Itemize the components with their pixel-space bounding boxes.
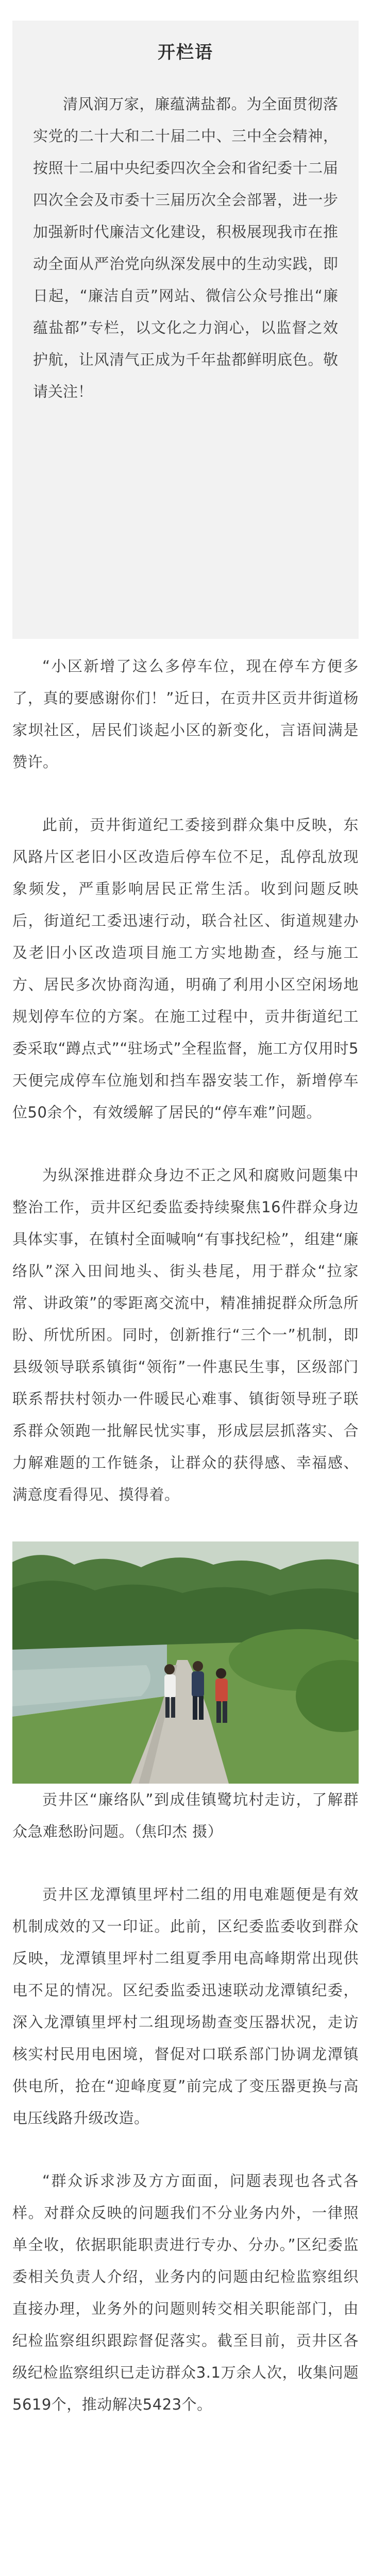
paragraph-1: “小区新增了这么多停车位，现在停车方便多了，真的要感谢你们！”近日，在贡井区贡井街道杨家坝社区，居民们谈起小区的新变化，言语间满是赞许。 (12, 657, 359, 771)
photo-caption: 贡井区“廉络队”到成佳镇鹭坑村走访，了解群众急难愁盼问题。（焦印杰 摄） (12, 1791, 359, 1840)
intro-box (12, 21, 359, 639)
paragraph-2: 此前，贡井街道纪工委接到群众集中反映，东风路片区老旧小区改造后停车位不足，乱停乱放现象频发，严重影响居民正常生活。收到问题反映后，街道纪工委迅速行动，联合社区、街道规建办及老旧小区改造项目施工方实地勘查，经与施工方、居民多次协商沟通，明确了利用小区空闲场地规划停车位的方案。在施工过程中，贡井街道纪工委采取“蹲点式”“驻场式”全程监督，施工方仅用时5天便完成停车位施划和挡车器安装工作，新增停车位50余个，有效缓解了居民的“停车难”问题。 (12, 816, 359, 1121)
paragraph-5: “群众诉求涉及方方面面，问题表现也各式各样。对群众反映的问题我们不分业务内外，一律照单全收，依据职能职责进行专办、分办。”区纪委监委相关负责人介绍，业务内的问题由纪检监察组织直接办理，业务外的问题则转交相关职能部门，由纪检监察组织跟踪督促落实。截至目前，贡井区各级纪检监察组织已走访群众3.1万余人次，收集问题5619个，推动解决5423个。 (12, 2172, 359, 2413)
village-visit-photo (12, 1541, 359, 1784)
paragraph-3: 为纵深推进群众身边不正之风和腐败问题集中整治工作，贡井区纪委监委持续聚焦16件群众身边具体实事，在镇村全面喊响“有事找纪检”，组建“廉络队”深入田间地头、街头巷尾，用于群众“拉家常、讲政策”的零距离交流中，精准捕捉群众所急所盼、所忧所困。同时，创新推行“三个一”机制，即县级领导联系镇街“领衔”一件惠民生事，区级部门联系帮扶村领办一件暖民心难事、镇街领导班子联系群众领跑一批解民忧实事，形成层层抓落实、合力解难题的工作链条，让群众的获得感、幸福感、满意度看得见、摸得着。 (12, 1166, 359, 1503)
intro-title: 开栏语 (158, 42, 213, 63)
article-body (12, 650, 359, 2451)
intro-text: 清风润万家，廉蕴满盐都。为全面贯彻落实党的二十大和二十届二中、三中全会精神，按照十二届中央纪委四次全会和省纪委十二届四次全会及市委十三届历次全会部署，进一步加强新时代廉洁文化建设，积极展现我市在推动全面从严治党向纵深发展中的生动实践，即日起，“廉洁自贡”网站、微信公众号推出“廉蕴盐都”专栏，以文化之力润心，以监督之效护航，让风清气正成为千年盐都鲜明底色。敬请关注！ (33, 95, 338, 400)
paragraph-4: 贡井区龙潭镇里坪村二组的用电难题便是有效机制成效的又一印证。此前，区纪委监委收到群众反映，龙潭镇里坪村二组夏季用电高峰期常出现供电不足的情况。区纪委监委迅速联动龙潭镇纪委，深入龙潭镇里坪村二组现场勘查变压器状况，走访核实村民用电困境，督促对口联系部门协调龙潭镇供电所，抢在“迎峰度夏”前完成了变压器更换与高电压线路升级改造。 (12, 1886, 359, 2127)
photo-block (12, 1541, 359, 1848)
